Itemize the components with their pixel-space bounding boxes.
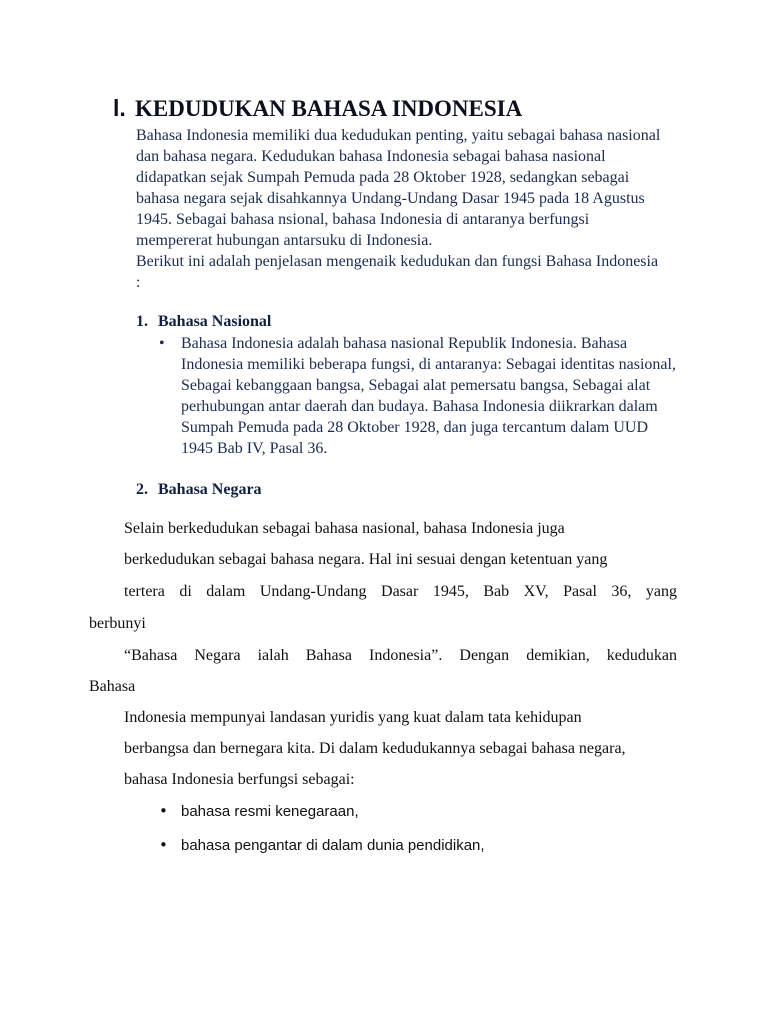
list-item	[159, 333, 679, 459]
intro-paragraph-2: Berikut ini adalah penjelasan mengenaik kedudukan dan fungsi Bahasa Indonesia :	[136, 253, 659, 291]
body-line: “Bahasa Negara ialah Bahasa Indonesia”. Dengan demikian, kedudukan	[124, 647, 677, 664]
heading-title: KEDUDUKAN BAHASA INDONESIA	[135, 96, 523, 121]
subheading-bahasa-negara	[136, 481, 262, 499]
subheading-number: 1.	[136, 313, 148, 330]
body-line: berbunyi	[89, 615, 146, 632]
subheading-title: Bahasa Negara	[158, 481, 262, 498]
list-item-text: Bahasa Indonesia adalah bahasa nasional Republik Indonesia. Bahasa Indonesia memiliki beberapa fungsi, di antaranya: Sebagai identitas nasional, Sebagai kebanggaan bangsa, Sebagai alat pemersatu bangsa, Sebagai alat perhubungan antar daerah dan budaya. Bahasa Indonesia diikrarkan dalam Sumpah Pemuda pada 28 Oktober 1928, dan juga tercantum dalam UUD 1945 Bab IV, Pasal 36.	[181, 335, 676, 457]
subheading-bahasa-nasional	[136, 313, 271, 331]
bullet-icon: •	[159, 335, 165, 352]
list-item-text: bahasa resmi kenegaraan,	[181, 803, 359, 820]
body-line: Indonesia mempunyai landasan yuridis yang kuat dalam tata kehidupan	[124, 709, 582, 726]
list-item-text: bahasa pengantar di dalam dunia pendidikan,	[181, 837, 485, 854]
list-item	[159, 836, 485, 854]
section-heading	[113, 95, 522, 122]
body-line: berkedudukan sebagai bahasa negara. Hal ini sesuai dengan ketentuan yang	[124, 551, 608, 568]
heading-number: l.	[113, 95, 126, 121]
list-item	[159, 802, 359, 820]
bullet-icon: •	[159, 836, 168, 854]
body-line: berbangsa dan bernegara kita. Di dalam kedudukannya sebagai bahasa negara,	[124, 740, 626, 757]
subheading-title: Bahasa Nasional	[158, 313, 272, 330]
body-line: Bahasa	[89, 678, 136, 695]
body-line: bahasa Indonesia berfungsi sebagai:	[124, 771, 355, 788]
subheading-number: 2.	[136, 481, 148, 498]
intro-text	[136, 125, 666, 293]
intro-paragraph-1: Bahasa Indonesia memiliki dua kedudukan penting, yaitu sebagai bahasa nasional dan bahasa negara. Kedudukan bahasa Indonesia sebagai bahasa nasional didapatkan sejak Sumpah Pemuda pada 28 Oktober 1928, sedangkan sebagai bahasa negara sejak disahkannya Undang-Undang Dasar 1945 pada 18 Agustus 1945. Sebagai bahasa nsional, bahasa Indonesia di antaranya berfungsi mempererat hubungan antarsuku di Indonesia.	[136, 127, 661, 249]
body-line: tertera di dalam Undang-Undang Dasar 1945, Bab XV, Pasal 36, yang	[124, 583, 677, 600]
bullet-icon: •	[159, 802, 168, 820]
body-line: Selain berkedudukan sebagai bahasa nasional, bahasa Indonesia juga	[124, 520, 565, 537]
